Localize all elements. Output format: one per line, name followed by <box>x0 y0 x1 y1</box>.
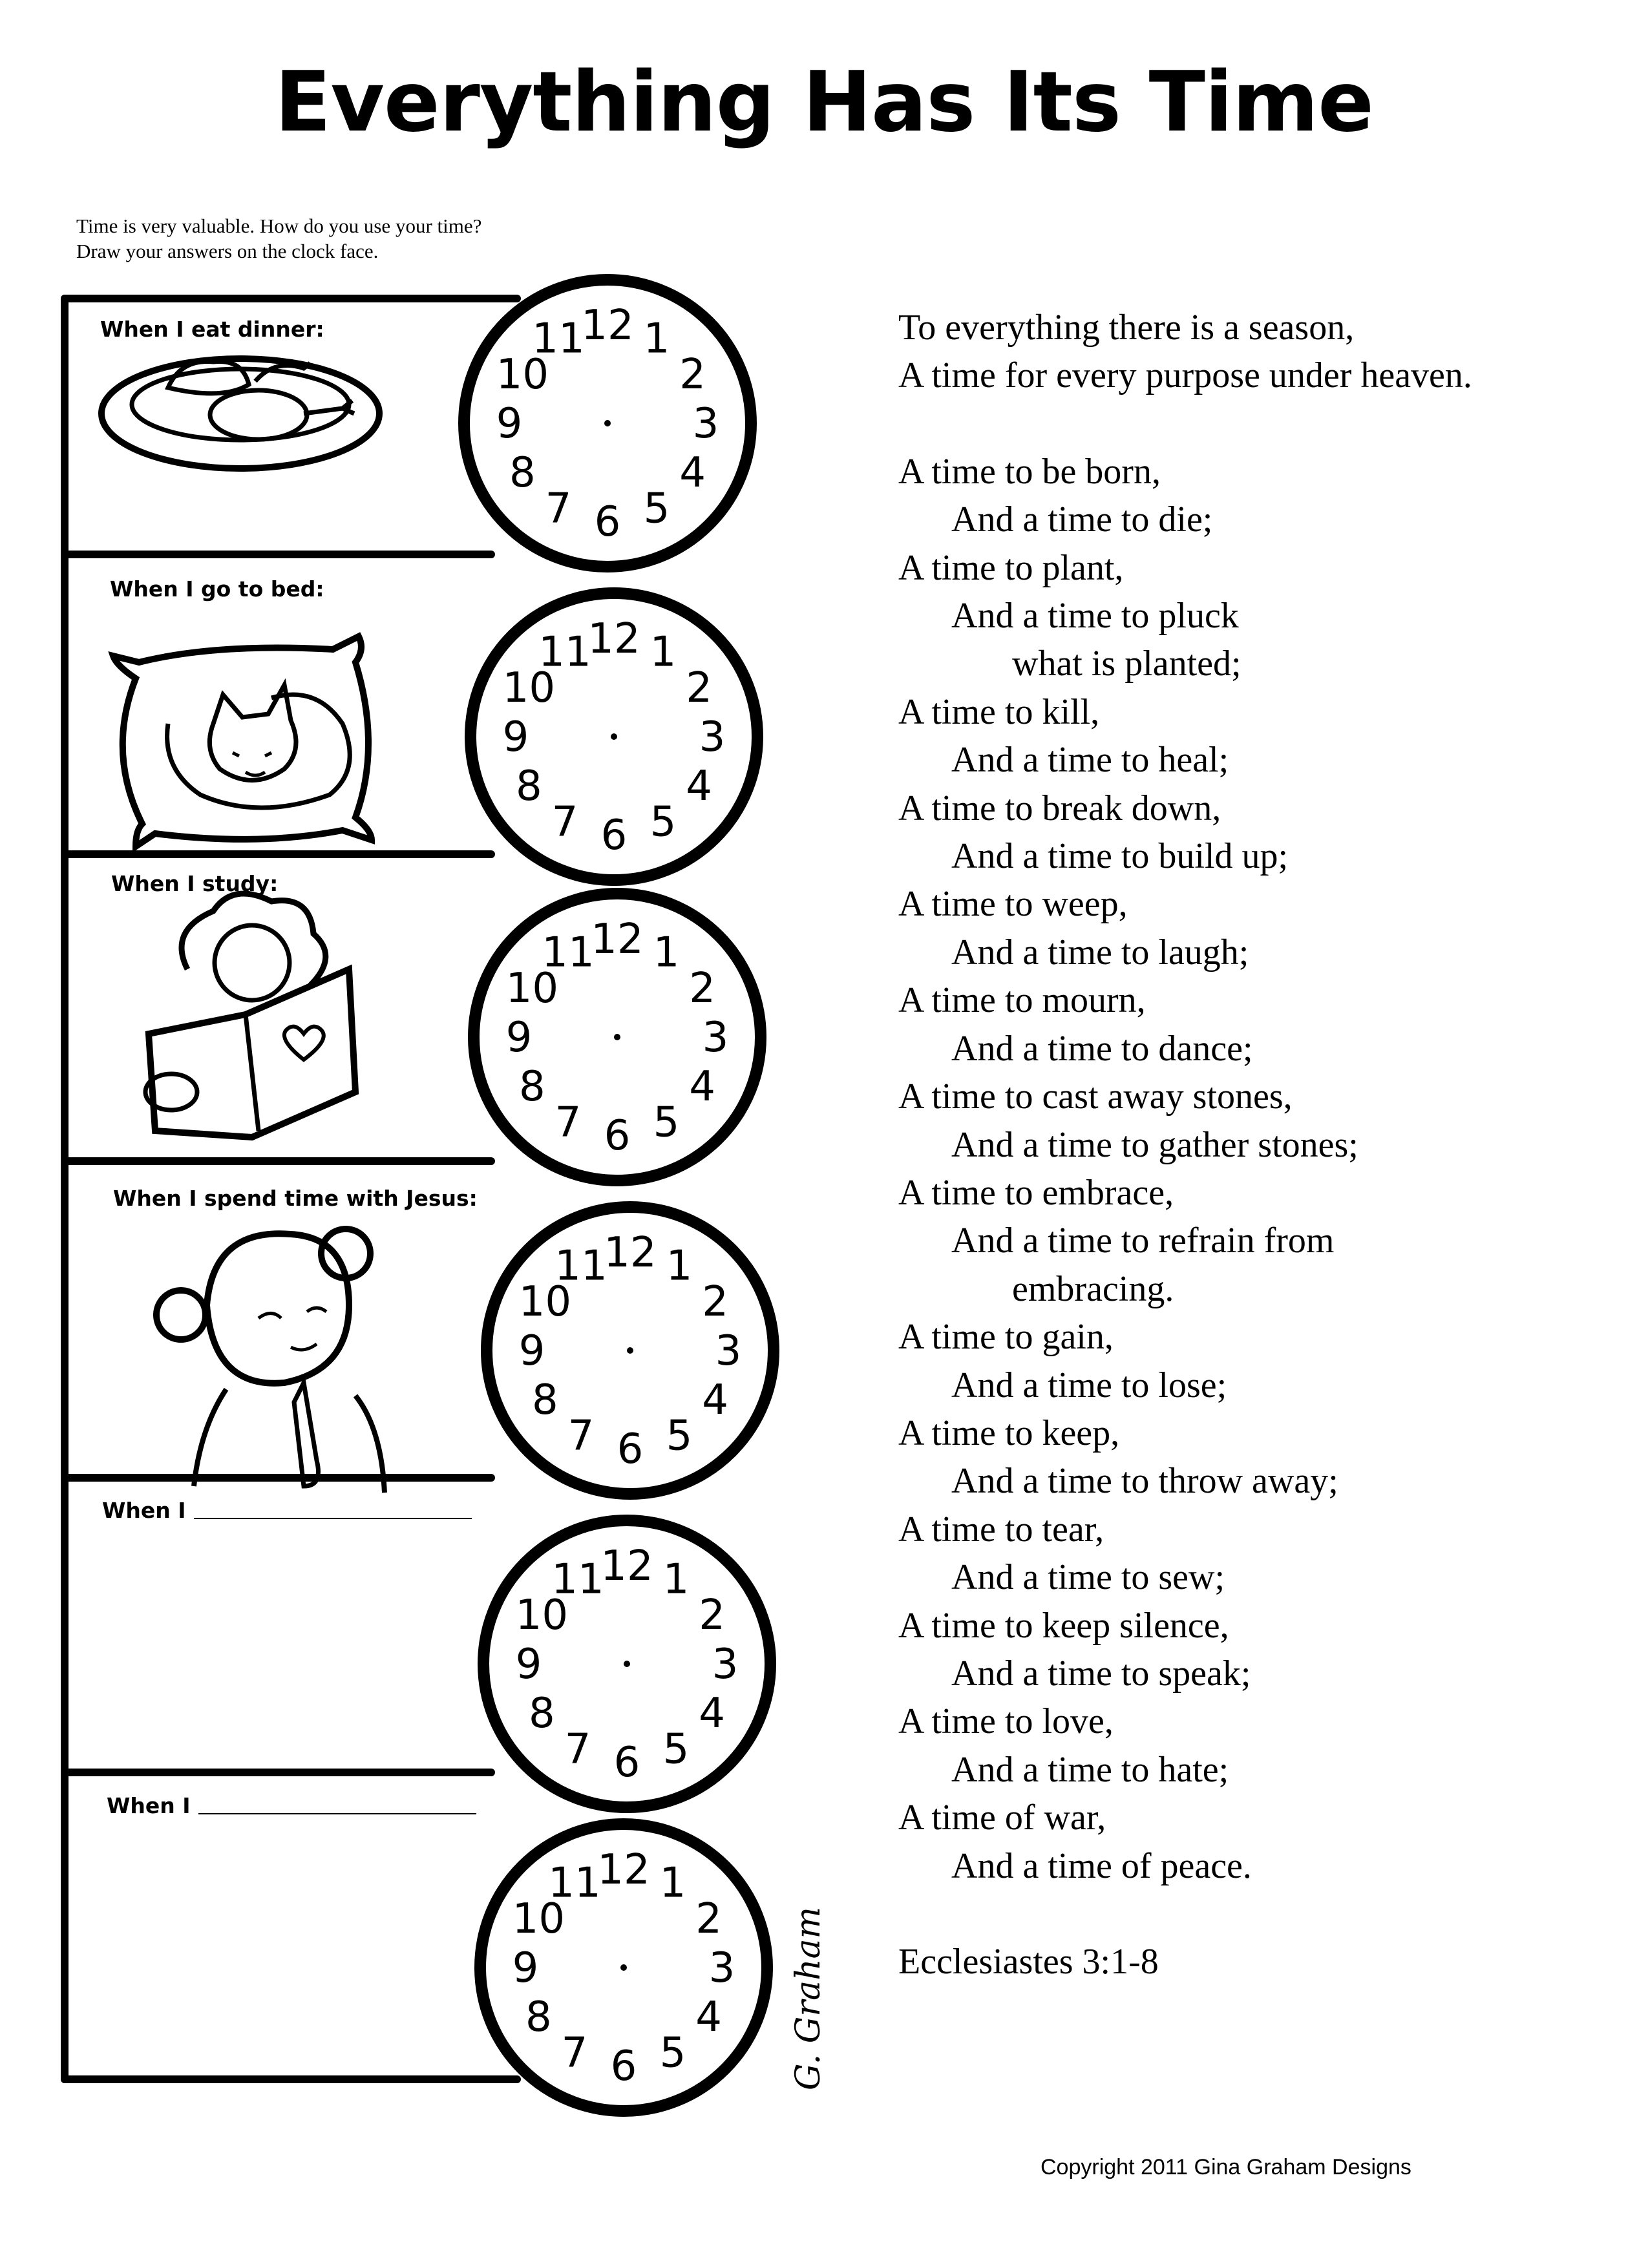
poem-line: And a time to throw away; <box>951 1461 1338 1502</box>
clock-number: 2 <box>695 1895 722 1943</box>
clock-number: 12 <box>597 1846 650 1894</box>
clock-number: 2 <box>686 664 712 712</box>
scripture-poem <box>898 304 1472 1986</box>
clock-number: 5 <box>666 1412 693 1460</box>
section-label-bed: When I go to bed: <box>110 576 324 602</box>
clock-number: 9 <box>512 1944 539 1992</box>
artist-signature: G. Graham <box>789 1907 828 2090</box>
clock-number: 3 <box>702 1014 729 1062</box>
clock-number: 4 <box>695 1993 722 2041</box>
clock-face[interactable] <box>470 593 757 880</box>
clock-face[interactable] <box>483 1520 770 1807</box>
clock-number: 7 <box>555 1098 582 1147</box>
poem-line: And a time to die; <box>951 499 1213 540</box>
clock-number: 3 <box>692 400 719 448</box>
poem-line: A time for every purpose under heaven. <box>898 355 1472 396</box>
clock-number: 9 <box>502 713 529 761</box>
section-label-custom-1: When I <box>102 1498 472 1523</box>
write-in-line[interactable] <box>194 1517 472 1519</box>
poem-line: And a time to hate; <box>951 1749 1229 1790</box>
poem-line: A time to embrace, <box>898 1172 1174 1213</box>
clock-number: 5 <box>650 798 677 846</box>
intro-line-2: Draw your answers on the clock face. <box>76 240 379 262</box>
clock-number: 6 <box>604 1112 631 1160</box>
clock-number: 1 <box>662 1555 690 1604</box>
clock-number: 6 <box>600 812 628 859</box>
clock-number: 4 <box>702 1376 728 1424</box>
page-title: Everything Has Its Time <box>275 54 1373 151</box>
poem-line: A time to keep silence, <box>898 1605 1229 1646</box>
clock-number: 3 <box>699 713 726 761</box>
clock-number: 1 <box>643 315 670 363</box>
clock-number: 5 <box>659 2029 686 2077</box>
section-label-jesus: When I spend time with Jesus: <box>113 1186 478 1211</box>
clock-number: 6 <box>617 1425 644 1473</box>
clock-number: 8 <box>519 1063 545 1111</box>
poem-line: A time to be born, <box>898 451 1161 492</box>
clock-number: 11 <box>542 929 595 977</box>
clock-number: 11 <box>555 1242 607 1290</box>
clock-number: 10 <box>496 351 549 399</box>
poem-line: embracing. <box>1012 1268 1174 1309</box>
poem-line: A time to cast away stones, <box>898 1076 1293 1117</box>
clock-number: 9 <box>518 1327 545 1375</box>
clock-number: 7 <box>564 1725 591 1774</box>
poem-line: A time to kill, <box>898 691 1100 732</box>
clock-number: 12 <box>600 1542 653 1590</box>
clock-number: 11 <box>548 1859 601 1907</box>
poem-line: A time to tear, <box>898 1509 1104 1549</box>
clock-number: 3 <box>712 1641 739 1688</box>
poem-line: And a time to sew; <box>951 1557 1225 1598</box>
poem-line: And a time to pluck <box>951 596 1239 636</box>
clock-number: 5 <box>643 485 670 533</box>
clock-number: 8 <box>532 1376 558 1424</box>
section-label-dinner: When I eat dinner: <box>100 317 324 342</box>
clock-number: 12 <box>587 615 640 663</box>
clock-number: 8 <box>529 1690 555 1738</box>
copyright-notice: Copyright 2011 Gina Graham Designs <box>1041 2155 1411 2179</box>
clock-center-dot <box>614 1034 620 1040</box>
section-label-study: When I study: <box>111 871 279 896</box>
clock-face[interactable] <box>464 280 751 567</box>
poem-line: And a time to lose; <box>951 1365 1227 1405</box>
clock-face[interactable] <box>480 1824 767 2111</box>
clock-number: 2 <box>689 965 715 1013</box>
sleeping-cat-icon <box>113 636 372 846</box>
clock-number: 1 <box>653 929 680 977</box>
poem-line: To everything there is a season, <box>898 308 1355 348</box>
poem-line: A time to gain, <box>898 1317 1114 1358</box>
clock-center-dot <box>620 1964 627 1971</box>
clock-number: 7 <box>567 1412 595 1460</box>
clock-number: 7 <box>561 2029 588 2077</box>
clock-number: 3 <box>708 1944 735 1992</box>
clock-number: 6 <box>613 1739 640 1787</box>
clock-number: 8 <box>509 449 536 497</box>
poem-line: And a time to heal; <box>951 740 1229 781</box>
clock-number: 9 <box>515 1641 542 1688</box>
clock-number: 5 <box>662 1725 690 1774</box>
clock-number: 10 <box>515 1591 569 1639</box>
clock-number: 10 <box>502 664 556 712</box>
scripture-reference: Ecclesiastes 3:1-8 <box>898 1942 1159 1982</box>
clock-number: 3 <box>715 1327 742 1375</box>
clock-number: 10 <box>518 1278 572 1326</box>
clock-face[interactable] <box>474 894 761 1181</box>
clock-center-dot <box>611 733 617 740</box>
child-reading-icon <box>145 894 355 1137</box>
poem-line: And a time to refrain from <box>951 1221 1335 1261</box>
poem-line: A time to break down, <box>898 788 1221 828</box>
write-in-line[interactable] <box>198 1812 476 1814</box>
poem-line: A time of war, <box>898 1798 1106 1838</box>
clock-number: 12 <box>591 916 644 963</box>
poem-line: And a time to gather stones; <box>951 1124 1358 1165</box>
poem-line: A time to plant, <box>898 547 1124 588</box>
clock-number: 9 <box>496 400 523 448</box>
clock-center-dot <box>627 1347 633 1354</box>
clock-center-dot <box>624 1661 630 1667</box>
clock-number: 1 <box>659 1859 686 1907</box>
clock-number: 2 <box>679 351 706 399</box>
clock-number: 11 <box>538 628 591 677</box>
clock-number: 8 <box>525 1993 552 2041</box>
clock-number: 2 <box>702 1278 728 1326</box>
clock-number: 12 <box>581 302 634 350</box>
poem-line: And a time to build up; <box>951 836 1289 877</box>
clock-number: 10 <box>512 1895 565 1943</box>
poem-line: what is planted; <box>1012 644 1241 684</box>
clock-number: 11 <box>532 315 585 363</box>
poem-line: A time to weep, <box>898 884 1128 925</box>
poem-line: And a time to laugh; <box>951 932 1249 972</box>
clock-number: 4 <box>689 1063 715 1111</box>
poem-line: A time to love, <box>898 1701 1114 1742</box>
dinner-plate-icon <box>101 359 379 468</box>
clock-number: 8 <box>516 762 542 810</box>
clock-number: 4 <box>699 1690 725 1738</box>
clock-number: 1 <box>666 1242 693 1290</box>
clock-number: 1 <box>650 628 677 677</box>
clock-number: 12 <box>604 1229 657 1277</box>
clock-number: 7 <box>545 485 572 533</box>
clock-number: 5 <box>653 1098 680 1147</box>
clock-number: 4 <box>679 449 706 497</box>
clock-number: 2 <box>699 1591 725 1639</box>
clock-face[interactable] <box>487 1207 774 1494</box>
clock-number: 10 <box>505 965 559 1013</box>
clock-number: 6 <box>610 2042 637 2090</box>
clock-number: 6 <box>594 498 621 546</box>
clock-number: 11 <box>551 1555 604 1604</box>
clock-number: 9 <box>505 1014 533 1062</box>
clock-center-dot <box>604 420 611 426</box>
poem-line: And a time to speak; <box>951 1653 1251 1694</box>
clock-number: 4 <box>686 762 712 810</box>
poem-line: And a time to dance; <box>951 1028 1253 1069</box>
section-label-custom-2: When I <box>107 1793 476 1818</box>
praying-girl-icon <box>156 1229 385 1493</box>
poem-line: And a time of peace. <box>951 1845 1252 1886</box>
poem-line: A time to mourn, <box>898 980 1146 1021</box>
intro-line-1: Time is very valuable. How do you use your time? <box>76 215 482 237</box>
clock-faces <box>464 280 774 2111</box>
clock-number: 7 <box>551 798 578 846</box>
poem-line: A time to keep, <box>898 1412 1120 1453</box>
